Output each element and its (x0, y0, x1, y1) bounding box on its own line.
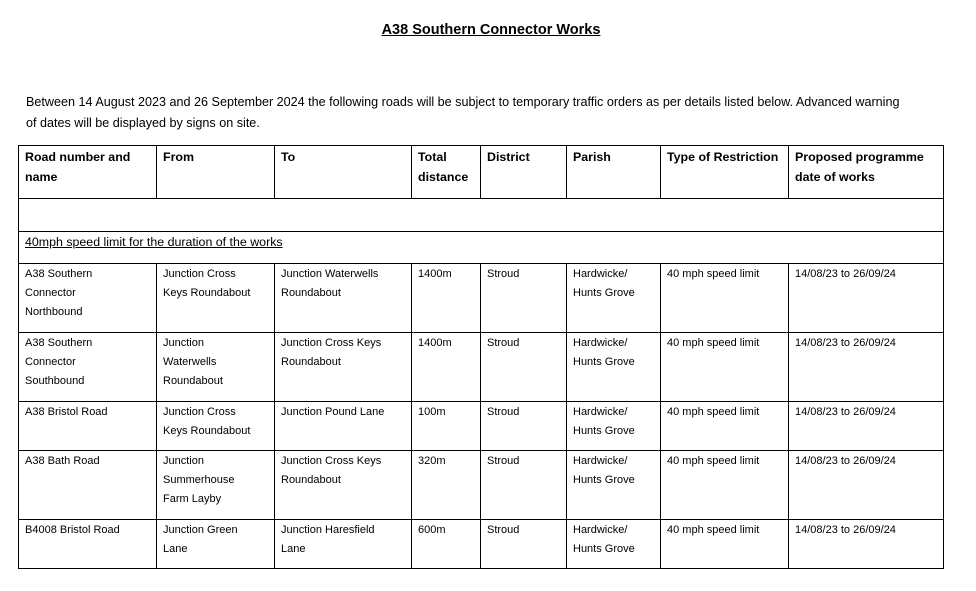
cell-to: Junction Cross Keys Roundabout (275, 451, 412, 520)
cell-district: Stroud (481, 402, 567, 451)
blank-cell (19, 199, 944, 232)
cell-district: Stroud (481, 451, 567, 520)
header-from: From (157, 146, 275, 199)
cell-to: Junction Waterwells Roundabout (275, 264, 412, 333)
cell-district: Stroud (481, 333, 567, 402)
cell-from: Junction Summerhouse Farm Layby (157, 451, 275, 520)
blank-row (19, 199, 944, 232)
header-parish: Parish (567, 146, 661, 199)
cell-district: Stroud (481, 264, 567, 333)
cell-road: A38 Southern Connector Southbound (19, 333, 157, 402)
document-title: A38 Southern Connector Works (381, 22, 601, 38)
cell-parish: Hardwicke/ Hunts Grove (567, 333, 661, 402)
header-dates: Proposed programme date of works (789, 146, 944, 199)
cell-distance: 600m (412, 520, 481, 569)
table-row (19, 451, 944, 520)
intro-line-2: of dates will be displayed by signs on site. (26, 116, 260, 130)
cell-dates: 14/08/23 to 26/09/24 (789, 264, 944, 333)
works-table (18, 145, 944, 569)
cell-parish: Hardwicke/ Hunts Grove (567, 402, 661, 451)
section-title: 40mph speed limit for the duration of the works (25, 235, 283, 249)
cell-restriction: 40 mph speed limit (661, 264, 789, 333)
cell-dates: 14/08/23 to 26/09/24 (789, 451, 944, 520)
cell-to: Junction Pound Lane (275, 402, 412, 451)
cell-district: Stroud (481, 520, 567, 569)
cell-to: Junction Cross Keys Roundabout (275, 333, 412, 402)
cell-road: A38 Bath Road (19, 451, 157, 520)
table-row (19, 333, 944, 402)
cell-restriction: 40 mph speed limit (661, 451, 789, 520)
cell-road: A38 Bristol Road (19, 402, 157, 451)
table-row (19, 520, 944, 569)
cell-restriction: 40 mph speed limit (661, 402, 789, 451)
cell-parish: Hardwicke/ Hunts Grove (567, 520, 661, 569)
table-row (19, 264, 944, 333)
cell-from: Junction Waterwells Roundabout (157, 333, 275, 402)
cell-dates: 14/08/23 to 26/09/24 (789, 520, 944, 569)
cell-dates: 14/08/23 to 26/09/24 (789, 333, 944, 402)
header-to: To (275, 146, 412, 199)
cell-from: Junction Green Lane (157, 520, 275, 569)
cell-road: A38 Southern Connector Northbound (19, 264, 157, 333)
cell-to: Junction Haresfield Lane (275, 520, 412, 569)
cell-from: Junction Cross Keys Roundabout (157, 264, 275, 333)
cell-road: B4008 Bristol Road (19, 520, 157, 569)
section-title-cell (19, 232, 944, 264)
header-distance: Total distance (412, 146, 481, 199)
section-row (19, 232, 944, 264)
header-road: Road number and name (19, 146, 157, 199)
cell-distance: 1400m (412, 264, 481, 333)
cell-distance: 1400m (412, 333, 481, 402)
cell-restriction: 40 mph speed limit (661, 520, 789, 569)
cell-dates: 14/08/23 to 26/09/24 (789, 402, 944, 451)
header-restriction: Type of Restriction (661, 146, 789, 199)
cell-distance: 320m (412, 451, 481, 520)
intro-paragraph (26, 92, 966, 134)
header-row (19, 146, 944, 199)
cell-restriction: 40 mph speed limit (661, 333, 789, 402)
cell-from: Junction Cross Keys Roundabout (157, 402, 275, 451)
header-district: District (481, 146, 567, 199)
cell-parish: Hardwicke/ Hunts Grove (567, 451, 661, 520)
table-row (19, 402, 944, 451)
cell-parish: Hardwicke/ Hunts Grove (567, 264, 661, 333)
cell-distance: 100m (412, 402, 481, 451)
intro-line-1: Between 14 August 2023 and 26 September 2024 the following roads will be subject to temporary traffic orders as per details listed below. Advanced warning (26, 95, 900, 109)
